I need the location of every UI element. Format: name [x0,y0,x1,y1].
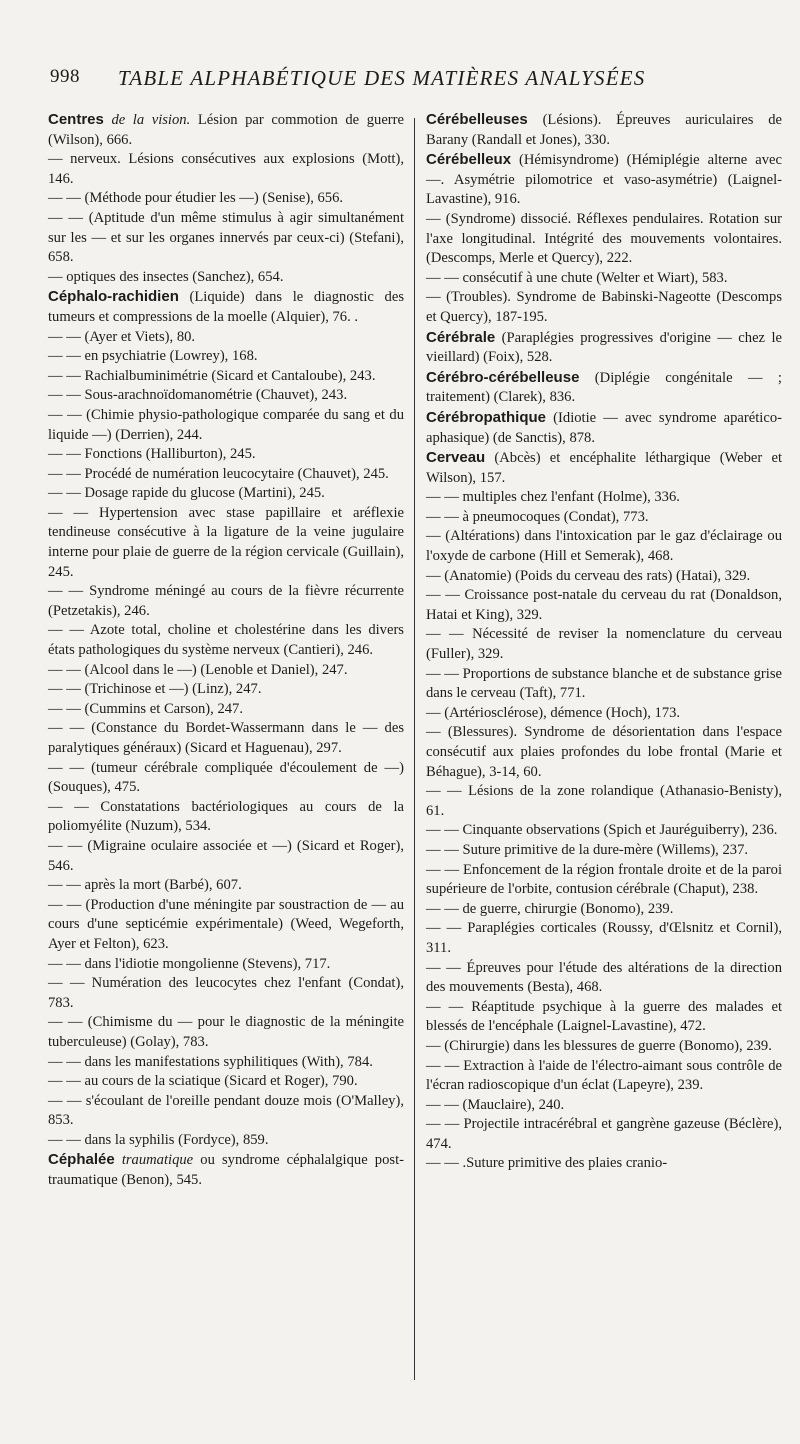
entry-text: — — consécutif à une chute (Welter et Wiart), 583. [426,269,728,286]
index-entry-sub [48,209,404,268]
index-entry-sub [426,782,782,821]
entry-text: — — dans les manifestations syphilitiques (With), 784. [48,1053,373,1070]
index-entry-sub [48,1053,404,1073]
entry-headword: Cérébropathique [426,408,547,426]
index-entry-sub [48,719,404,758]
entry-text: — — (Ayer et Viets), 80. [48,328,196,345]
entry-text: — — Numération des leucocytes chez l'enfant (Condat), 783. [48,975,404,1011]
index-entry-main [426,448,782,488]
index-entry-sub [48,680,404,700]
entry-text: — (Artériosclérose), démence (Hoch), 173. [426,704,681,721]
entry-text: — (Chirurgie) dans les blessures de guerre (Bonomo), 239. [426,1037,772,1054]
entry-text: — optiques des insectes (Sanchez), 654. [48,268,284,285]
entry-text: (Hémisyndrome) (Hémiplégie alterne avec —. Asymétrie pilomotrice et vaso-asymétrie) (Laignel-Lavastine), 916. [426,152,782,208]
entry-headword: Cérébelleuses [426,111,528,128]
page-header [40,66,780,96]
index-entry-sub [48,1131,404,1151]
page-number: 998 [50,66,80,87]
index-entry-sub [426,288,782,327]
entry-text: (Diplégie congénitale — ; traitement) (Clarek), 836. [426,369,782,406]
entry-text: — — dans la syphilis (Fordyce), 859. [48,1131,269,1148]
entry-text: — (Blessures). Syndrome de désorientation dans l'espace consécutif aux plaies profondes du lobe frontal (Marie et Béhague), 3-14, 60. [426,724,782,780]
entry-text: — — Paraplégies corticales (Roussy, d'Œlsnitz et Cornil), 311. [426,920,782,956]
entry-text: — — Dosage rapide du glucose (Martini), 245. [48,485,325,502]
entry-text: — (Altérations) dans l'intoxication par le gaz d'éclairage ou l'oxyde de carbone (Hill et Semerak), 468. [426,528,782,565]
index-entry-sub [48,582,404,621]
entry-text: — — Constatations bactériologiques au cours de la poliomyélite (Nuzum), 534. [48,798,404,835]
entry-text: — — Hypertension avec stase papillaire et aréflexie tendineuse consécutive à la ligature de la veine jugulaire interne pour plaie de guerre de la région cervicale (Guillain), 245. [48,504,404,580]
index-entry-sub [426,665,782,704]
index-entry-main [48,1150,404,1190]
entry-text: — — de guerre, chirurgie (Bonomo), 239. [426,900,674,917]
index-entry-sub [426,586,782,625]
index-entry-sub [48,1092,404,1131]
index-entry-sub [426,1037,782,1057]
index-entry-main [426,368,782,408]
entry-text: (Idiotie — avec syndrome aparético-aphasique) (de Sanctis), 878. [426,409,782,446]
index-entry-sub [426,861,782,900]
entry-text: — — (Chimie physio-pathologique comparée du sang et du liquide —) (Derrien), 244. [48,406,404,443]
entry-text: — — au cours de la sciatique (Sicard et Roger), 790. [48,1073,358,1090]
entry-text: — — Proportions de substance blanche et de substance grise dans le cerveau (Taft), 771. [426,665,782,702]
entry-text: — — Enfoncement de la région frontale droite et de la paroi supérieure de l'orbite, contusion cérébrale (Chaput), 238. [426,861,782,898]
entry-text: — — (Mauclaire), 240. [426,1096,565,1113]
entry-text: — — Épreuves pour l'étude des altérations de la direction des mouvements (Besta), 468. [426,959,782,996]
index-entry-sub [426,527,782,566]
entry-headword: Céphalo-rachidien [48,288,179,306]
entry-text: — — Réaptitude psychique à la guerre des malades et blessés de l'encéphale (Laignel-Lavastine), 472. [426,998,782,1035]
entry-text: — — Projectile intracérébral et gangrène gazeuse (Béclère), 474. [426,1116,782,1152]
entry-headword: Cérébelleux [426,151,512,169]
entry-text: — — Lésions de la zone rolandique (Athanasio-Benisty), 61. [426,783,782,819]
index-entry-sub [426,210,782,269]
entry-text: — — s'écoulant de l'oreille pendant douze mois (O'Malley), 853. [48,1092,404,1129]
entry-text: (Paraplégies progressives d'origine — chez le vieillard) (Foix), 528. [426,329,782,366]
index-entry-sub [426,488,782,508]
index-entry-sub [48,661,404,681]
entry-text: — — (Production d'une méningite par soustraction de — au cours d'une septicémie expérimentale) (Weed, Wegeforth, Ayer et Felton), 623. [48,896,404,952]
index-entry-sub [426,1057,782,1096]
entry-text: Lésion par commotion de guerre (Wilson), 666. [48,112,404,148]
entry-text: — — Nécessité de reviser la nomenclature du cerveau (Fuller), 329. [426,626,782,663]
index-column-left [48,110,404,1191]
entry-text: — — (Migraine oculaire associée et —) (Sicard et Roger), 546. [48,837,404,874]
index-entry-sub [426,919,782,958]
index-entry-main [48,287,404,327]
entry-text: — — multiples chez l'enfant (Holme), 336. [426,489,680,506]
entry-text: — — à pneumocoques (Condat), 773. [426,508,649,525]
index-entry-sub [426,567,782,587]
index-entry-sub [426,269,782,289]
entry-text: — — (tumeur cérébrale compliquée d'écoulement de —) (Souques), 475. [48,759,404,796]
index-entry-sub [48,347,404,367]
entry-headword: Centres [48,111,104,128]
index-entry-sub [426,625,782,664]
entry-headword: Cérébrale [426,328,496,346]
entry-text: — (Troubles). Syndrome de Babinski-Nageotte (Descomps et Quercy), 187-195. [426,289,782,325]
index-entry-sub [426,1154,782,1174]
index-entry-sub [48,484,404,504]
entry-text: — — dans l'idiotie mongolienne (Stevens), 717. [48,955,331,972]
index-entry-sub [426,959,782,998]
index-entry-sub [426,1096,782,1116]
entry-text: — — Procédé de numération leucocytaire (Chauvet), 245. [48,465,389,482]
entry-text: — — Extraction à l'aide de l'électro-aimant sous contrôle de l'écran radioscopique d'un éclat (Lapeyre), 239. [426,1057,782,1094]
index-entry-sub [48,268,404,288]
index-entry-sub [426,998,782,1037]
entry-text: — — après la mort (Barbé), 607. [48,877,242,894]
index-entry-sub [48,759,404,798]
entry-text: — — .Suture primitive des plaies cranio- [426,1155,668,1172]
index-entry-sub [48,189,404,209]
entry-text: — — Azote total, choline et cholestérine dans les divers états pathologiques du système nerveux (Cantieri), 246. [48,622,404,659]
entry-text: — — (Chimisme du — pour le diagnostic de la méningite tuberculeuse) (Golay), 783. [48,1014,404,1050]
entry-text: — (Syndrome) dissocié. Réflexes pendulaires. Rotation sur l'axe longitudinal. Intégrité des mouvements volontaires. (Descomps, Merle et Quercy), 222. [426,210,782,267]
index-entry-main [426,110,782,150]
entry-qualifier: de la vision. [103,112,198,128]
index-entry-sub [426,1115,782,1154]
entry-text: — — Fonctions (Halliburton), 245. [48,446,256,463]
index-entry-sub [48,465,404,485]
index-entry-sub [48,445,404,465]
entry-headword: Cérébro-cérébelleuse [426,368,580,386]
entry-text: — — (Constance du Bordet-Wassermann dans le — des paralytiques généraux) (Sicard et Haguenau), 297. [48,720,404,756]
entry-text: — — Syndrome méningé au cours de la fièvre récurrente (Petzetakis), 246. [48,583,404,619]
index-entry-sub [426,508,782,528]
entry-text: (Lésions). Épreuves auriculaires de Barany (Randall et Jones), 330. [426,112,782,148]
entry-text: — — (Méthode pour étudier les —) (Senise), 656. [48,190,344,207]
entry-text: — — (Alcool dans le —) (Lenoble et Daniel), 247. [48,661,348,678]
index-entry-sub [48,700,404,720]
index-entry-sub [48,837,404,876]
index-entry-sub [48,367,404,387]
index-entry-sub [48,1072,404,1092]
entry-text: — — (Cummins et Carson), 247. [48,700,243,717]
index-entry-sub [426,841,782,861]
entry-text: — — (Trichinose et —) (Linz), 247. [48,681,262,698]
entry-text: — (Anatomie) (Poids du cerveau des rats) (Hatai), 329. [426,567,751,584]
index-entry-sub [48,621,404,660]
index-entry-sub [48,150,404,189]
running-title: TABLE ALPHABÉTIQUE DES MATIÈRES ANALYSÉES [118,66,646,90]
entry-text: — — (Aptitude d'un même stimulus à agir simultanément sur les — et sur les organes innervés par ceux-ci) (Stefani), 658. [48,209,404,266]
index-entry-sub [426,821,782,841]
index-entry-main [426,150,782,210]
index-entry-sub [48,896,404,955]
column-divider [414,118,415,1380]
entry-text: — — Rachialbuminimétrie (Sicard et Cantaloube), 243. [48,367,376,384]
index-entry-sub [48,974,404,1013]
entry-text: — — Sous-arachnoïdomanométrie (Chauvet), 243. [48,387,348,404]
index-entry-sub [48,1013,404,1052]
entry-text: — — Croissance post-natale du cerveau du rat (Donaldson, Hatai et King), 329. [426,587,782,623]
entry-text: — nerveux. Lésions consécutives aux explosions (Mott), 146. [48,151,404,187]
index-entry-sub [426,704,782,724]
entry-text: — — en psychiatrie (Lowrey), 168. [48,348,258,365]
entry-headword: Céphalée [48,1151,115,1169]
index-entry-sub [48,798,404,837]
index-entry-main [48,110,404,150]
index-entry-sub [48,406,404,445]
entry-text: (Liquide) dans le diagnostic des tumeurs et compressions de la moelle (Alquier), 76. . [48,289,404,325]
index-entry-main [426,328,782,368]
index-entry-sub [48,328,404,348]
index-entry-sub [48,876,404,896]
index-entry-main [426,408,782,448]
entry-text: — — Cinquante observations (Spich et Jauréguiberry), 236. [426,822,778,839]
index-column-right [426,110,782,1174]
entry-text: ou syndrome céphalalgique post-traumatique (Benon), 545. [48,1152,404,1189]
index-entry-sub [48,504,404,582]
entry-text: — — Suture primitive de la dure-mère (Willems), 237. [426,841,749,858]
index-entry-sub [48,386,404,406]
entry-text: (Abcès) et encéphalite léthargique (Weber et Wilson), 157. [426,450,782,486]
index-entry-sub [426,723,782,782]
index-entry-sub [426,900,782,920]
entry-qualifier: traumatique [114,1152,201,1169]
entry-headword: Cerveau [426,449,486,467]
index-entry-sub [48,955,404,975]
